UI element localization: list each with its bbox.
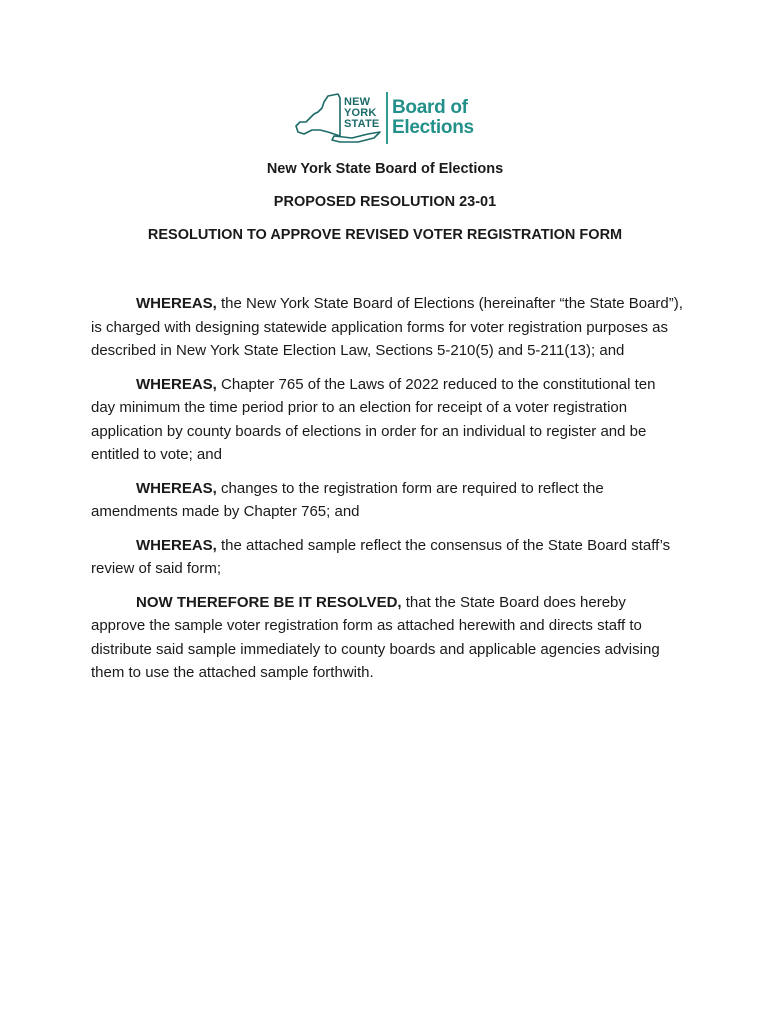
paragraph-lead: WHEREAS,	[136, 479, 217, 497]
logo-board-line: Elections	[392, 117, 474, 138]
logo-state-line: STATE	[344, 118, 380, 130]
whereas-paragraph	[91, 292, 683, 363]
paragraph-lead: WHEREAS,	[136, 295, 217, 312]
logo-state-line: NEW	[344, 96, 371, 108]
paragraph-lead: NOW THEREFORE BE IT RESOLVED,	[136, 593, 402, 611]
paragraph-text: that the State Board does hereby approve the sample voter registration form as attached herewith and directs staff to distribute said sample immediately to county boards and applicable agencies advising them to use the attached sample forthwith.	[91, 593, 660, 681]
paragraph-text: changes to the registration form are required to reflect the amendments made by Chapter 765; and	[91, 479, 604, 520]
organization-heading: New York State Board of Elections	[266, 161, 504, 177]
resolution-number-heading: PROPOSED RESOLUTION 23-01	[273, 194, 497, 210]
logo-divider	[386, 92, 388, 144]
resolution-title-heading: RESOLUTION TO APPROVE REVISED VOTER REGISTRATION FORM	[147, 227, 623, 243]
logo-board-line: Board of	[392, 97, 468, 118]
paragraph-lead: WHEREAS,	[136, 375, 217, 393]
paragraph-lead: WHEREAS,	[136, 536, 217, 554]
resolved-paragraph	[91, 591, 683, 685]
whereas-paragraph	[91, 477, 683, 524]
whereas-paragraph	[91, 373, 683, 467]
paragraph-text: the New York State Board of Elections (hereinafter “the State Board”), is charged with designing statewide application forms for voter registration purposes as described in New York State Election Law, Sections 5-210(5) and 5-211(13); and	[91, 295, 683, 359]
paragraph-text: the attached sample reflect the consensus of the State Board staff’s review of said form;	[91, 536, 671, 577]
whereas-paragraph	[91, 534, 683, 581]
paragraph-text: Chapter 765 of the Laws of 2022 reduced to the constitutional ten day minimum the time period prior to an election for receipt of a voter registration application by county boards of elections in order for an individual to register and be entitled to vote; and	[91, 375, 656, 463]
resolution-body	[91, 292, 683, 695]
nys-board-of-elections-logo	[294, 92, 494, 152]
logo-board-wordmark	[392, 98, 474, 138]
logo-state-wordmark	[344, 97, 379, 130]
logo-state-line: YORK	[344, 107, 377, 119]
